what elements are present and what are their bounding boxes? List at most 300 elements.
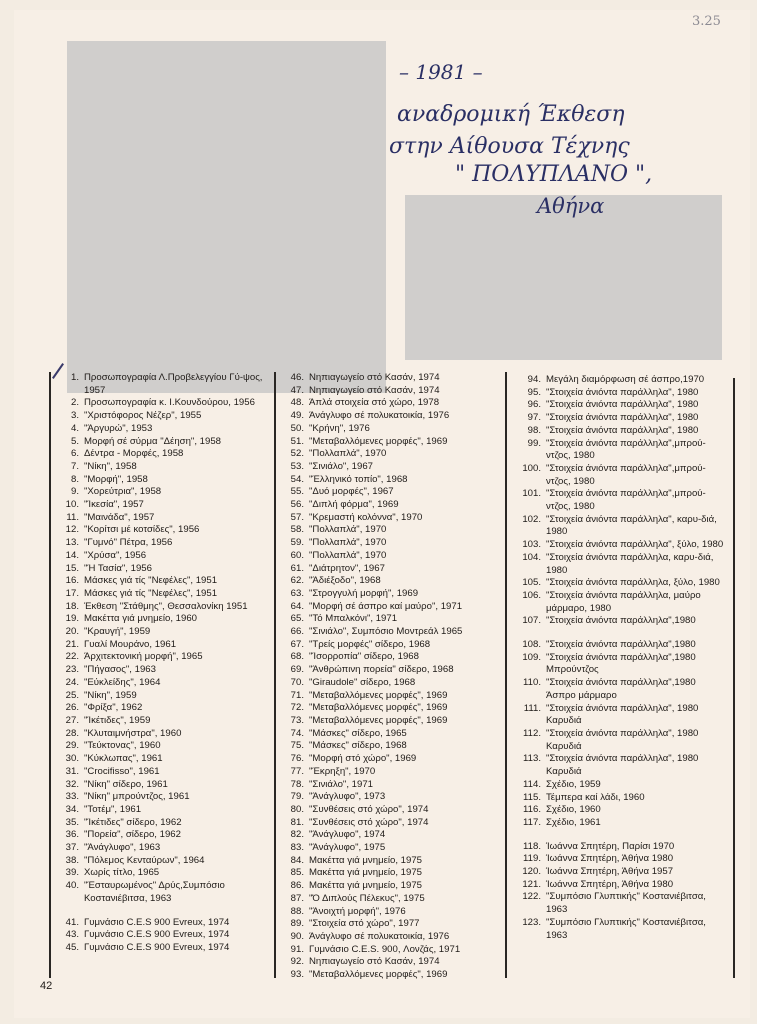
handwritten-year: – 1981 –: [399, 60, 483, 84]
entry-title: "Πολλαπλά", 1970: [309, 448, 387, 460]
catalog-entry: [284, 842, 504, 855]
entry-title: "Στοιχεία άνιόντα παράλληλα", καρυ-διά, 1980: [546, 513, 717, 538]
entry-number: 110.: [523, 677, 541, 689]
catalog-entry: [515, 577, 727, 590]
entry-number: 20.: [65, 626, 79, 638]
entry-title: "Πολλαπλά", 1970: [309, 537, 387, 549]
catalog-entry: [284, 397, 504, 410]
entry-number: 84.: [290, 854, 304, 866]
catalog-entry: [59, 436, 273, 449]
catalog-entry: [284, 804, 504, 817]
catalog-list: [59, 372, 273, 955]
catalog-entry: [284, 893, 504, 906]
entry-title: "Τεύκτονας", 1960: [84, 740, 161, 752]
entry-number: 9.: [70, 486, 79, 498]
entry-number: 60.: [290, 549, 304, 561]
entry-number: 108.: [522, 639, 541, 651]
entry-title: "Πορεία", σίδερο, 1962: [84, 829, 181, 841]
entry-number: 93.: [290, 969, 304, 981]
entry-number: 97.: [527, 412, 541, 424]
catalog-entry: [284, 613, 504, 626]
catalog-entry: [515, 374, 727, 387]
entry-title: "Στοιχεία άνιόντα παράλληλα",1980 Άσπρο μάρμαρο: [546, 677, 696, 701]
entry-number: 54.: [290, 473, 304, 485]
entry-number: 62.: [290, 575, 304, 587]
entry-title: "Στοιχεία άνιόντα παράλληλα",μπρού-ντζος, 1980: [546, 488, 706, 513]
entry-number: 82.: [290, 829, 304, 841]
entry-number: 107.: [522, 615, 541, 627]
entry-title: "Στοιχεία άνιόντα παράλληλα, μαύρο μάρμαρο, 1980: [546, 589, 701, 614]
catalog-entry: [59, 829, 273, 842]
entry-title: "Τρείς μορφές" σίδερο, 1968: [309, 638, 431, 650]
catalog-entry: [59, 804, 273, 817]
entry-title: Προσωπογραφία κ. Ι.Κουνδούρου, 1956: [84, 397, 255, 409]
entry-title: "Χρύσα", 1956: [84, 549, 147, 561]
entry-number: 119.: [523, 853, 541, 865]
entry-title: "Τό Μπαλκόνι", 1971: [309, 613, 398, 625]
catalog-entry: [284, 461, 504, 474]
entry-number: 4.: [70, 422, 79, 434]
entry-number: 120.: [522, 866, 541, 878]
entry-title: "Στοιχεία άνιόντα παράλληλα",1980: [546, 639, 696, 651]
entry-number: 61.: [290, 562, 304, 574]
catalog-entry: [59, 779, 273, 792]
catalog-entry: [284, 563, 504, 576]
catalog-entry: [59, 702, 273, 715]
entry-title: Μάσκες γιά τίς "Νεφέλες", 1951: [84, 575, 218, 587]
catalog-entry: [284, 601, 504, 614]
catalog-entry: [515, 399, 727, 412]
catalog-entry: [515, 779, 727, 792]
catalog-entry: [284, 956, 504, 969]
entry-number: 27.: [65, 714, 79, 726]
entry-number: 36.: [65, 829, 79, 841]
entry-number: 45.: [65, 941, 79, 953]
catalog-entry: [59, 639, 273, 652]
column-rule-right: [733, 378, 735, 978]
entry-number: 99.: [527, 437, 541, 449]
catalog-entry: [284, 575, 504, 588]
catalog-entry: [284, 474, 504, 487]
entry-title: "Γυμνό" Πέτρα, 1956: [84, 537, 173, 549]
catalog-entry: [59, 613, 273, 626]
entry-title: "Μεταβαλλόμενες μορφές", 1969: [309, 435, 448, 447]
entry-title: "Πήγασος", 1963: [84, 664, 156, 676]
catalog-entry: [59, 601, 273, 614]
entry-title: "Άνάγλυφο", 1963: [84, 842, 161, 854]
catalog-entry: [284, 423, 504, 436]
entry-title: "Σινιάλο", Συμπόσιο Μοντρεάλ 1965: [309, 626, 463, 638]
entry-title: "Ή Τασία", 1956: [84, 562, 152, 574]
list-gap: [515, 628, 727, 639]
catalog-entry: [284, 588, 504, 601]
entry-title: "Χριστόφορος Νέζερ", 1955: [84, 410, 202, 422]
entry-title: "Δυό μορφές", 1967: [309, 486, 394, 498]
catalog-entry: [284, 499, 504, 512]
entry-number: 63.: [290, 587, 304, 599]
catalog-entry: [59, 917, 273, 930]
entry-title: Ίωάννα Σπητέρη, Άθήνα 1957: [546, 866, 674, 878]
entry-title: "Στοιχεία άνιόντα παράλληλα", ξύλο, 1980: [546, 539, 724, 551]
entry-title: "Μεταβαλλόμενες μορφές", 1969: [309, 714, 448, 726]
entry-title: Σχέδιο, 1961: [546, 816, 601, 828]
entry-title: Σχέδιο, 1960: [546, 804, 601, 816]
entry-number: 35.: [65, 816, 79, 828]
entry-number: 34.: [65, 803, 79, 815]
entry-number: 13.: [65, 537, 79, 549]
entry-number: 67.: [290, 638, 304, 650]
entry-number: 103.: [522, 539, 541, 551]
entry-number: 123.: [522, 916, 541, 928]
catalog-entry: [515, 817, 727, 830]
catalog-entry: [284, 512, 504, 525]
catalog-entry: [515, 652, 727, 677]
entry-title: Έκθεση "Στάθμης", Θεσσαλονίκη 1951: [84, 600, 248, 612]
entry-title: "Συνθέσεις στό χώρο", 1974: [309, 803, 429, 815]
list-gap: [59, 906, 273, 917]
catalog-column-1: [49, 372, 273, 978]
catalog-entry: [59, 397, 273, 410]
catalog-entry: [515, 463, 727, 488]
entry-number: 52.: [290, 448, 304, 460]
entry-title: Σχέδιο, 1959: [546, 778, 601, 790]
entry-number: 73.: [290, 714, 304, 726]
entry-number: 26.: [65, 702, 79, 714]
entry-title: "Πόλεμος Κενταύρων", 1964: [84, 854, 205, 866]
entry-title: Γυαλί Μουράνο, 1961: [84, 638, 177, 650]
entry-title: Γυμνάσιο C.E.S. 900, Λονζάς, 1971: [309, 943, 461, 955]
entry-number: 37.: [65, 842, 79, 854]
entry-number: 102.: [522, 513, 541, 525]
entry-number: 100.: [522, 462, 541, 474]
entry-title: "Συμπόσιο Γλυπτικής" Κοστανιέβιτσα, 1963: [546, 891, 706, 916]
entry-number: 22.: [65, 651, 79, 663]
entry-number: 50.: [290, 422, 304, 434]
entry-title: "Κρεμαστή κολόννα", 1970: [309, 511, 423, 523]
entry-title: "Ίκέτιδες", 1959: [84, 714, 151, 726]
entry-title: "Στοιχεία άνιόντα παράλληλα", 1980: [546, 399, 699, 411]
catalog-entry: [284, 867, 504, 880]
catalog-entry: [59, 550, 273, 563]
entry-title: Μακέττα γιά μνημείο, 1975: [309, 867, 423, 879]
entry-number: 65.: [290, 613, 304, 625]
entry-title: Νηπιαγωγείο στό Κασάν, 1974: [309, 956, 440, 968]
catalog-entry: [59, 626, 273, 639]
entry-number: 66.: [290, 626, 304, 638]
catalog-entry: [515, 552, 727, 577]
catalog-entry: [515, 879, 727, 892]
entry-number: 64.: [290, 600, 304, 612]
entry-number: 18.: [65, 600, 79, 612]
entry-title: Άρχιτεκτονική μορφή", 1965: [84, 651, 203, 663]
entry-title: "Νίκη", 1958: [84, 460, 137, 472]
catalog-entry: [284, 410, 504, 423]
entry-number: 7.: [70, 460, 79, 472]
entry-number: 17.: [65, 587, 79, 599]
entry-number: 92.: [290, 956, 304, 968]
catalog-entry: [284, 817, 504, 830]
catalog-entry: [515, 539, 727, 552]
entry-title: "Άνοιχτή μορφή", 1976: [309, 905, 406, 917]
entry-title: "Χορεύτρια", 1958: [84, 486, 162, 498]
catalog-entry: [284, 740, 504, 753]
entry-title: "Άνάγλυφο", 1975: [309, 842, 386, 854]
entry-number: 75.: [290, 740, 304, 752]
entry-title: "Στοιχεία άνιόντα παράλληλα",1980 Μπρούντζος: [546, 651, 696, 676]
entry-title: "Διάτρητον", 1967: [309, 562, 385, 574]
entry-number: 46.: [290, 372, 304, 383]
catalog-entry: [515, 387, 727, 400]
catalog-entry: [59, 588, 273, 601]
catalog-column-2: [274, 372, 504, 981]
entry-title: "Πολλαπλά", 1970: [309, 549, 387, 561]
entry-title: Άπλά στοιχεία στό χώρο, 1978: [309, 397, 440, 409]
catalog-entry: [284, 880, 504, 893]
entry-title: "Μεταβαλλόμενες μορφές", 1969: [309, 969, 448, 981]
catalog-entry: [515, 438, 727, 463]
entry-number: 12.: [65, 524, 79, 536]
catalog-list: [284, 372, 504, 982]
entry-title: "Μεταβαλλόμενες μορφές", 1969: [309, 702, 448, 714]
catalog-entry: [284, 664, 504, 677]
entry-number: 68.: [290, 651, 304, 663]
entry-title: Ίωάννα Σπητέρη, Παρίσι 1970: [546, 840, 675, 852]
entry-title: "Σινιάλο", 1967: [309, 460, 374, 472]
entry-title: Ίωάννα Σπητέρη, Άθήνα 1980: [546, 853, 674, 865]
entry-title: "Κλυταιμνήστρα", 1960: [84, 727, 182, 739]
entry-number: 25.: [65, 689, 79, 701]
catalog-entry: [59, 728, 273, 741]
entry-number: 88.: [290, 905, 304, 917]
catalog-entry: [59, 677, 273, 690]
entry-title: "Ίκέτιδες" σίδερο, 1962: [84, 816, 182, 828]
entry-number: 76.: [290, 753, 304, 765]
entry-title: Μακέττα γιά μνημείο, 1975: [309, 854, 423, 866]
entry-title: "Στοιχεία άνιόντα παράλληλα, καρυ-διά, 1980: [546, 551, 714, 576]
entry-number: 43.: [65, 929, 79, 941]
catalog-entry: [515, 804, 727, 817]
entry-title: "Έλληνικό τοπίο", 1968: [309, 473, 408, 485]
catalog-entry: [59, 563, 273, 576]
catalog-entry: [59, 842, 273, 855]
entry-title: "Μορφή στό χώρο", 1969: [309, 753, 417, 765]
entry-number: 56.: [290, 499, 304, 511]
entry-title: "Εύκλείδης", 1964: [84, 676, 161, 688]
entry-number: 51.: [290, 435, 304, 447]
entry-title: "Έκρηξη", 1970: [309, 765, 376, 777]
entry-title: "Πολλαπλά", 1970: [309, 524, 387, 536]
entry-title: "Μεταβαλλόμενες μορφές", 1969: [309, 689, 448, 701]
catalog-entry: [284, 436, 504, 449]
entry-number: 3.: [70, 410, 79, 422]
entry-title: Μάσκες γιά τίς "Νεφέλες", 1951: [84, 587, 218, 599]
entry-title: "Στοιχεία άνιόντα παράλληλα", 1980 Καρυδιά: [546, 753, 699, 778]
catalog-list: [515, 374, 727, 942]
entry-title: "Κύκλωπας", 1961: [84, 753, 163, 765]
entry-number: 96.: [527, 399, 541, 411]
entry-number: 1.: [70, 372, 79, 383]
catalog-entry: [284, 537, 504, 550]
entry-number: 57.: [290, 511, 304, 523]
entry-title: "Συνθέσεις στό χώρο", 1974: [309, 816, 429, 828]
entry-title: "Μάσκες" σίδερο, 1965: [309, 727, 407, 739]
entry-title: "Στοιχεία άνιόντα παράλληλα", 1980: [546, 424, 699, 436]
catalog-entry: [515, 866, 727, 879]
entry-title: "Άνθρώπινη πορεία" σίδερο, 1968: [309, 664, 454, 676]
entry-number: 31.: [65, 765, 79, 777]
entry-number: 109.: [522, 651, 541, 663]
catalog-entry: [284, 385, 504, 398]
entry-title: "Συμπόσιο Γλυπτικής" Κοστανιέβιτσα, 1963: [546, 916, 706, 941]
entry-title: "Μάσκες" σίδερο, 1968: [309, 740, 407, 752]
entry-title: "Άνάγλυφο", 1973: [309, 791, 386, 803]
entry-number: 48.: [290, 397, 304, 409]
catalog-entry: [284, 626, 504, 639]
handwritten-line-4: Αθήνα: [537, 194, 605, 218]
catalog-entry: [59, 791, 273, 804]
entry-title: "Άδιέξοδο", 1968: [309, 575, 381, 587]
catalog-entry: [59, 740, 273, 753]
entry-number: 112.: [523, 727, 541, 739]
entry-number: 58.: [290, 524, 304, 536]
catalog-entry: [59, 537, 273, 550]
entry-number: 116.: [523, 804, 541, 816]
catalog-entry: [59, 664, 273, 677]
catalog-entry: [284, 702, 504, 715]
entry-title: Μακέττα γιά μνημείο, 1975: [309, 880, 423, 892]
entry-number: 6.: [70, 448, 79, 460]
entry-title: "Στοιχεία άνιόντα παράλληλα",1980: [546, 615, 696, 627]
entry-number: 49.: [290, 410, 304, 422]
catalog-entry: [284, 779, 504, 792]
entry-number: 85.: [290, 867, 304, 879]
entry-number: 32.: [65, 778, 79, 790]
entry-title: "Έσταυρωμένος" Δρύς,Συμπόσιο Κοστανιέβιτσα, 1963: [84, 880, 225, 904]
entry-title: "Στοιχεία στό χώρο", 1977: [309, 918, 420, 930]
entry-number: 74.: [290, 727, 304, 739]
entry-title: Γυμνάσιο C.E.S 900 Evreux, 1974: [84, 916, 230, 928]
entry-number: 41.: [65, 916, 79, 928]
entry-number: 98.: [527, 424, 541, 436]
entry-title: Τέμπερα καί λάδι, 1960: [546, 791, 645, 803]
catalog-entry: [515, 514, 727, 539]
entry-number: 10.: [65, 499, 79, 511]
entry-number: 69.: [290, 664, 304, 676]
catalog-entry: [59, 499, 273, 512]
entry-number: 38.: [65, 854, 79, 866]
entry-number: 111.: [523, 702, 541, 714]
entry-number: 16.: [65, 575, 79, 587]
catalog-entry: [284, 728, 504, 741]
catalog-entry: [59, 929, 273, 942]
catalog-entry: [515, 753, 727, 778]
entry-title: "Σινιάλο", 1971: [309, 778, 374, 790]
catalog-entry: [515, 412, 727, 425]
entry-number: 39.: [65, 867, 79, 879]
entry-number: 95.: [527, 386, 541, 398]
catalog-entry: [284, 677, 504, 690]
entry-title: "Τοτέμ", 1961: [84, 803, 142, 815]
catalog-entry: [59, 867, 273, 880]
catalog-entry: [59, 512, 273, 525]
entry-number: 71.: [290, 689, 304, 701]
catalog-entry: [284, 766, 504, 779]
entry-number: 40.: [65, 880, 79, 892]
entry-number: 55.: [290, 486, 304, 498]
catalog-entry: [284, 651, 504, 664]
entry-number: 14.: [65, 549, 79, 561]
entry-number: 11.: [66, 511, 79, 523]
catalog-entry: [284, 639, 504, 652]
entry-number: 19.: [65, 613, 79, 625]
entry-title: Νηπιαγωγείο στό Κασάν, 1974: [309, 384, 440, 396]
entry-number: 105.: [522, 577, 541, 589]
catalog-entry: [59, 766, 273, 779]
catalog-entry: [59, 880, 273, 905]
catalog-entry: [59, 690, 273, 703]
entry-number: 2.: [70, 397, 79, 409]
photo-top-right: [405, 195, 722, 360]
photo-top-left: [67, 41, 386, 393]
catalog-entry: [59, 575, 273, 588]
catalog-entry: [284, 855, 504, 868]
catalog-entry: [515, 841, 727, 854]
catalog-entry: [284, 715, 504, 728]
entry-number: 86.: [290, 880, 304, 892]
entry-title: "Διπλή φόρμα", 1969: [309, 499, 399, 511]
entry-title: Άνάγλυφο σέ πολυκατοικία, 1976: [309, 410, 450, 422]
entry-title: "Στοιχεία άνιόντα παράλληλα", 1980: [546, 386, 699, 398]
entry-title: Νηπιαγωγείο στό Κασάν, 1974: [309, 372, 440, 383]
entry-title: "Στοιχεία άνιόντα παράλληλα", 1980: [546, 412, 699, 424]
entry-number: 47.: [290, 384, 304, 396]
entry-title: Γυμνάσιο C.E.S 900 Evreux, 1974: [84, 941, 230, 953]
entry-title: "Φρίξα", 1962: [84, 702, 143, 714]
catalog-entry: [284, 931, 504, 944]
entry-title: "Ίκεσία", 1957: [84, 499, 144, 511]
entry-title: Δέντρα - Μορφές, 1958: [84, 448, 184, 460]
catalog-entry: [515, 703, 727, 728]
catalog-entry: [284, 906, 504, 919]
catalog-entry: [284, 550, 504, 563]
catalog-entry: [59, 753, 273, 766]
catalog-entry: [284, 829, 504, 842]
entry-number: 77.: [290, 765, 304, 777]
catalog-entry: [59, 372, 273, 397]
entry-number: 90.: [290, 930, 304, 942]
catalog-entry: [284, 690, 504, 703]
catalog-entry: [515, 853, 727, 866]
entry-number: 83.: [290, 842, 304, 854]
entry-number: 23.: [65, 664, 79, 676]
entry-title: "Στοιχεία άνιόντα παράλληλα", 1980 Καρυδιά: [546, 702, 699, 727]
entry-title: "Στοιχεία άνιόντα παράλληλα", 1980 Καρυδιά: [546, 727, 699, 752]
entry-number: 114.: [523, 778, 541, 790]
entry-number: 101.: [522, 488, 541, 500]
catalog-entry: [284, 918, 504, 931]
catalog-entry: [59, 486, 273, 499]
handwritten-line-2: στην Αίθουσα Τέχνης: [389, 134, 630, 159]
catalog-entry: [284, 969, 504, 982]
entry-number: 8.: [70, 473, 79, 485]
entry-title: "Ίσορροπία" σίδερο, 1968: [309, 651, 419, 663]
catalog-entry: [59, 817, 273, 830]
entry-title: Χωρίς τίτλο, 1965: [84, 867, 160, 879]
catalog-entry: [515, 728, 727, 753]
entry-number: 87.: [290, 892, 304, 904]
catalog-entry: [284, 791, 504, 804]
entry-number: 15.: [65, 562, 79, 574]
